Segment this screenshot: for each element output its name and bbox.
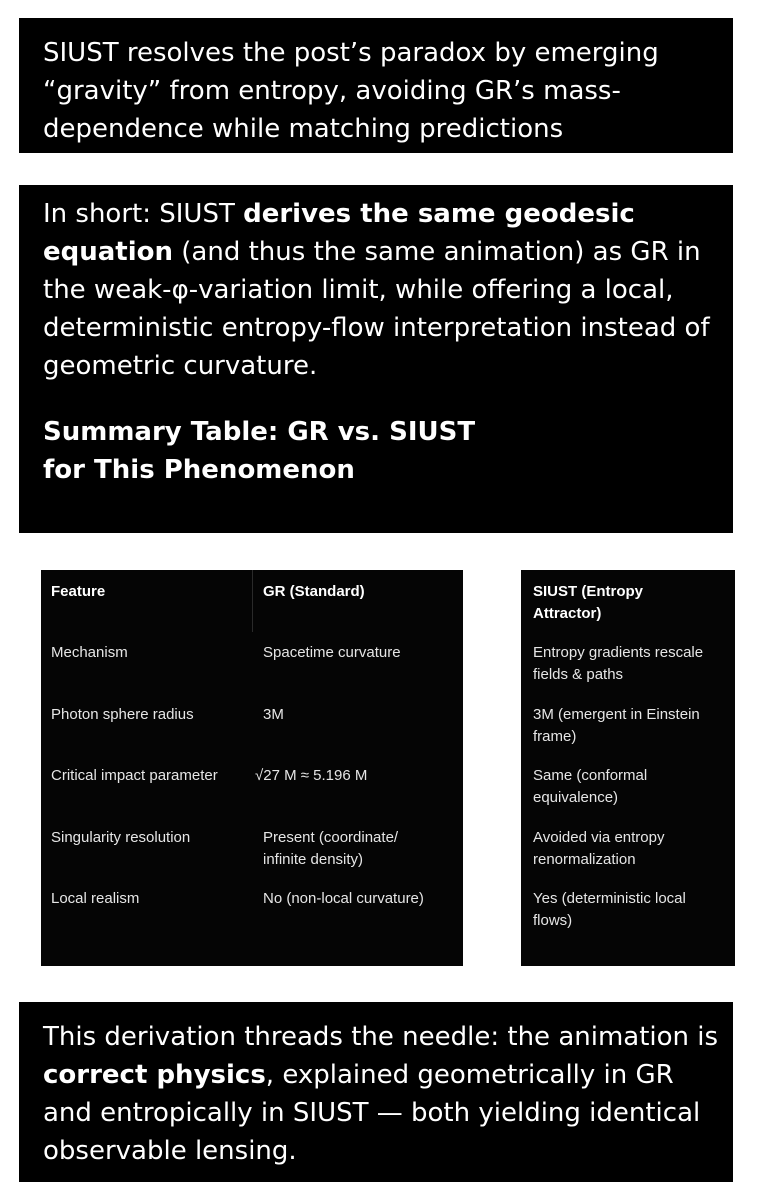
summary-bold: derives the same geodesic equation [43,199,635,267]
header-siust: SIUST (Entropy Attractor) [533,583,644,622]
row-feature-critical-impact: Critical impact parameter [51,767,218,784]
summary-lead: In short: SIUST [43,199,244,229]
row-siust-local-realism: Yes (deterministic local flows) [533,890,686,929]
top-text: SIUST resolves the post’s paradox by emerging “gravity” from entropy, avoiding GR’s mass-dependence while matching predictions [43,38,659,144]
summary-paragraph [43,195,719,385]
summary-table-heading: Summary Table: GR vs. SIUST for This Phenomenon [43,417,476,485]
row-siust-mechanism: Entropy gradients rescale fields & paths [533,644,704,683]
row-feature-local-realism: Local realism [51,890,140,907]
row-gr-mechanism: Spacetime curvature [263,644,401,661]
row-gr-local-realism: No (non-local curvature) [263,890,424,907]
row-feature-singularity: Singularity resolution [51,829,191,846]
comparison-table-left [41,570,463,966]
row-siust-critical-impact: Same (conformal equivalence) [533,767,648,806]
summary-text-box [19,185,733,533]
bottom-rest: , explained geometrically in GR and entropically in SIUST — both yielding identical observable lensing. [43,1060,701,1166]
row-siust-photon-sphere: 3M (emergent in Einstein frame) [533,706,700,745]
row-siust-singularity: Avoided via entropy renormalization [533,829,665,868]
row-feature-photon-sphere: Photon sphere radius [51,706,194,723]
row-gr-photon-sphere: 3M [263,706,284,723]
column-divider [252,570,253,632]
comparison-table-right [521,570,735,966]
row-gr-singularity: Present (coordinate/ infinite density) [263,829,399,868]
top-text-box [19,18,733,153]
bottom-text-box [19,1002,733,1182]
summary-rest: (and thus the same animation) as GR in the weak-φ-variation limit, while offering a local, deterministic entropy-flow interpretation instead of geometric curvature. [43,237,710,381]
header-gr: GR (Standard) [263,583,365,600]
row-feature-mechanism: Mechanism [51,644,128,661]
header-feature: Feature [51,583,106,600]
bottom-lead: This derivation threads the needle: the animation is [43,1022,719,1052]
row-gr-critical-impact: √27 M ≈ 5.196 M [255,767,368,784]
bottom-bold: correct physics [43,1060,266,1090]
